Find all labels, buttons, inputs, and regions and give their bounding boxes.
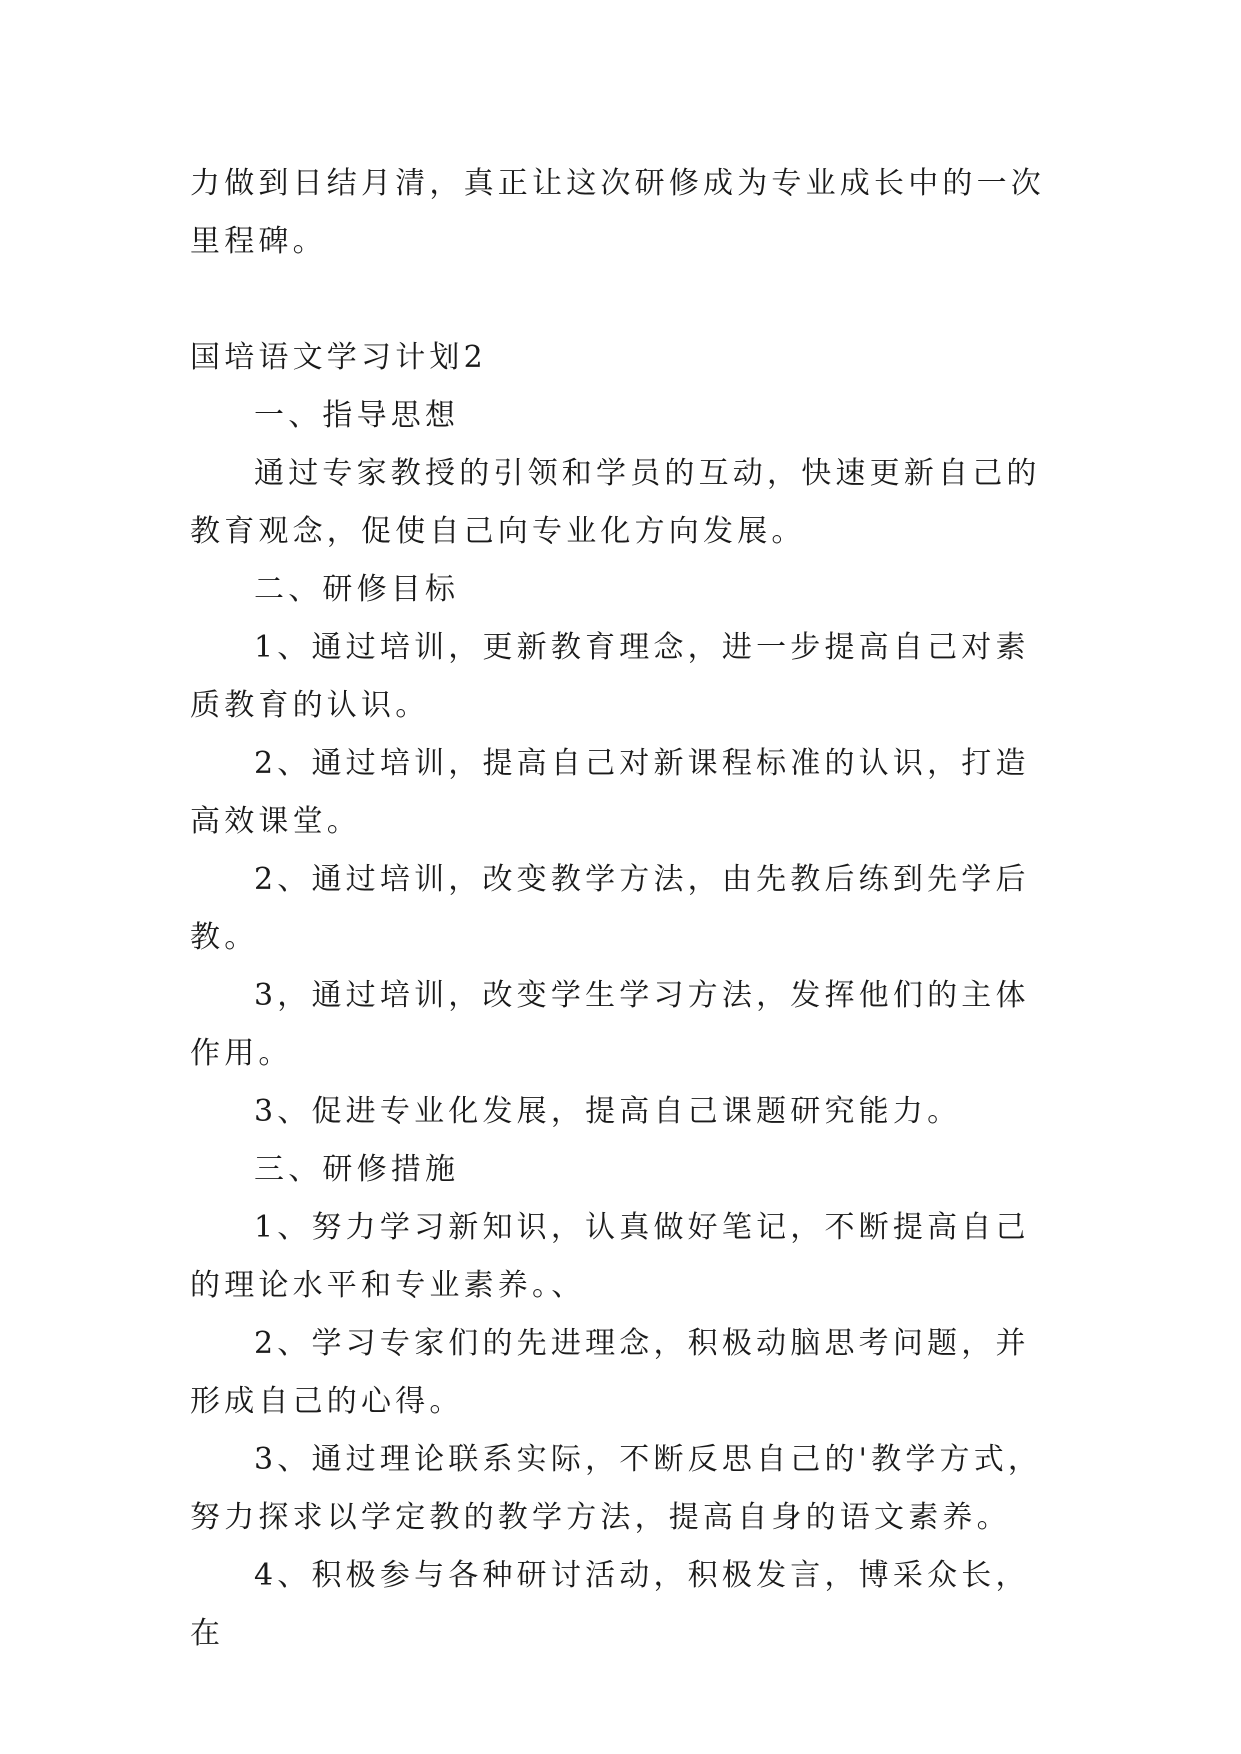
paragraph: 3、促进专业化发展，提高自己课题研究能力。 xyxy=(254,1094,962,1129)
section-heading-measures: 三、研修措施 xyxy=(254,1152,460,1187)
paragraph: 2、学习专家们的先进理念，积极动脑思考问题，并形成自己的心得。 xyxy=(190,1326,1030,1419)
paragraph: 3、通过理论联系实际，不断反思自己的'教学方式，努力探求以学定教的教学方法，提高自身的语文素养。 xyxy=(190,1442,1043,1535)
continuation-text xyxy=(190,155,1050,271)
document-title: 国培语文学习计划2 xyxy=(190,340,487,375)
continuation-paragraph: 力做到日结月清，真正让这次研修成为专业成长中的一次里程碑。 xyxy=(190,166,1045,259)
paragraph: 2、通过培训，提高自己对新课程标准的认识，打造高效课堂。 xyxy=(190,746,1030,839)
paragraph: 通过专家教授的引领和学员的互动，快速更新自己的教育观念，促使自己向专业化方向发展。 xyxy=(190,456,1041,549)
article-body xyxy=(190,329,1050,1663)
paragraph: 1、通过培训，更新教育理念，进一步提高自己对素质教育的认识。 xyxy=(190,630,1030,723)
paragraph: 3，通过培训，改变学生学习方法，发挥他们的主体作用。 xyxy=(190,978,1030,1071)
paragraph: 1、努力学习新知识，认真做好笔记，不断提高自己的理论水平和专业素养。、 xyxy=(190,1210,1030,1303)
section-heading-goals: 二、研修目标 xyxy=(254,572,460,607)
paragraph: 2、通过培训，改变教学方法，由先教后练到先学后教。 xyxy=(190,862,1030,955)
paragraph: 4、积极参与各种研讨活动，积极发言，博采众长，在 xyxy=(190,1558,1030,1651)
section-heading-guiding-idea: 一、指导思想 xyxy=(254,398,460,433)
